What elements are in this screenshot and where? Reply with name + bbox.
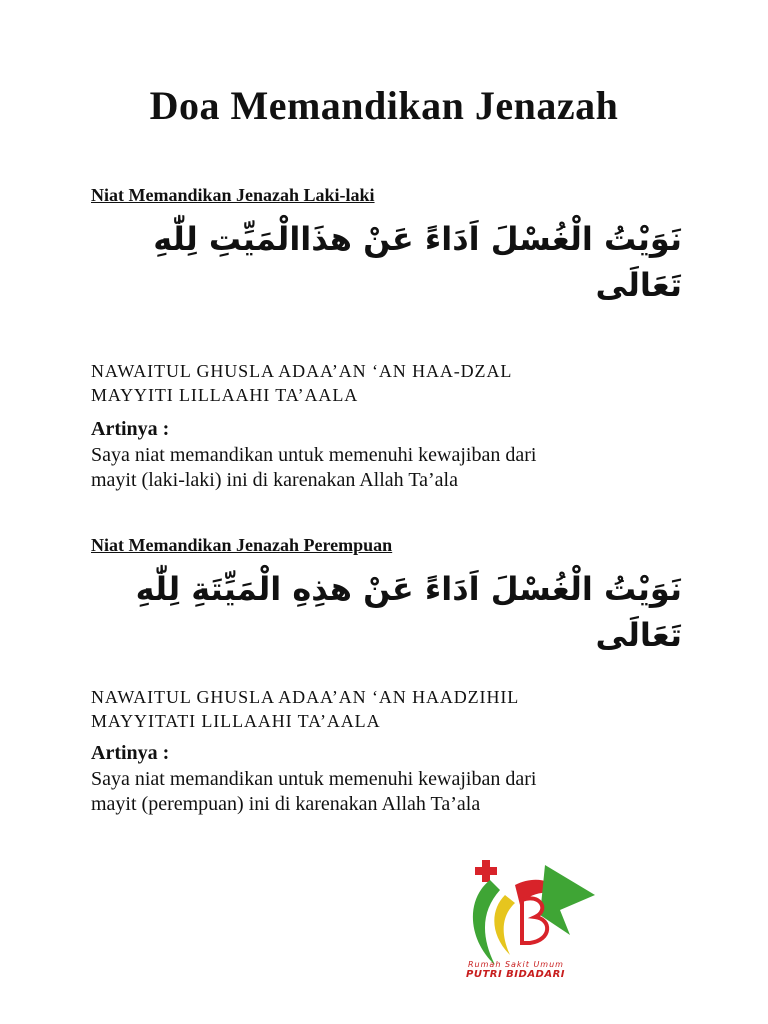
yellow-leaf-icon	[494, 895, 515, 955]
pb-monogram-icon	[522, 898, 547, 943]
logo-name: PUTRI BIDADARI	[466, 969, 566, 980]
section-heading-male: Niat Memandikan Jenazah Laki-laki	[91, 185, 375, 205]
section-heading-female: Niat Memandikan Jenazah Perempuan	[91, 535, 393, 555]
transliteration-female: NAWAITUL GHUSLA ADAA’AN ‘AN HAADZIHIL MAYYITATI LILLAAHI TA’AALA	[91, 687, 520, 731]
red-cross-icon	[475, 860, 497, 882]
arabic-prayer-male: نَوَيْتُ الْغُسْلَ اَدَاءً عَنْ هذَاالْمَيِّتِ لِلّٰهِ تَعَالَى	[153, 220, 682, 304]
transliteration-male: NAWAITUL GHUSLA ADAA’AN ‘AN HAA-DZAL MAYYITI LILLAAHI TA’AALA	[91, 361, 513, 405]
meaning-female: Saya niat memandikan untuk memenuhi kewajiban dari mayit (perempuan) ini di karenakan Allah Ta’ala	[91, 768, 537, 815]
artinya-label-male: Artinya :	[91, 418, 170, 440]
logo-subtitle: Rumah Sakit Umum	[468, 960, 564, 969]
arabic-prayer-female: نَوَيْتُ الْغُسْلَ اَدَاءً عَنْ هذِهِ الْمَيِّتَةِ لِلّٰهِ تَعَالَى	[135, 570, 682, 654]
meaning-male: Saya niat memandikan untuk memenuhi kewajiban dari mayit (laki-laki) ini di karenakan Allah Ta’ala	[91, 444, 537, 491]
artinya-label-female: Artinya :	[91, 742, 170, 764]
page-title: Doa Memandikan Jenazah	[149, 83, 619, 128]
